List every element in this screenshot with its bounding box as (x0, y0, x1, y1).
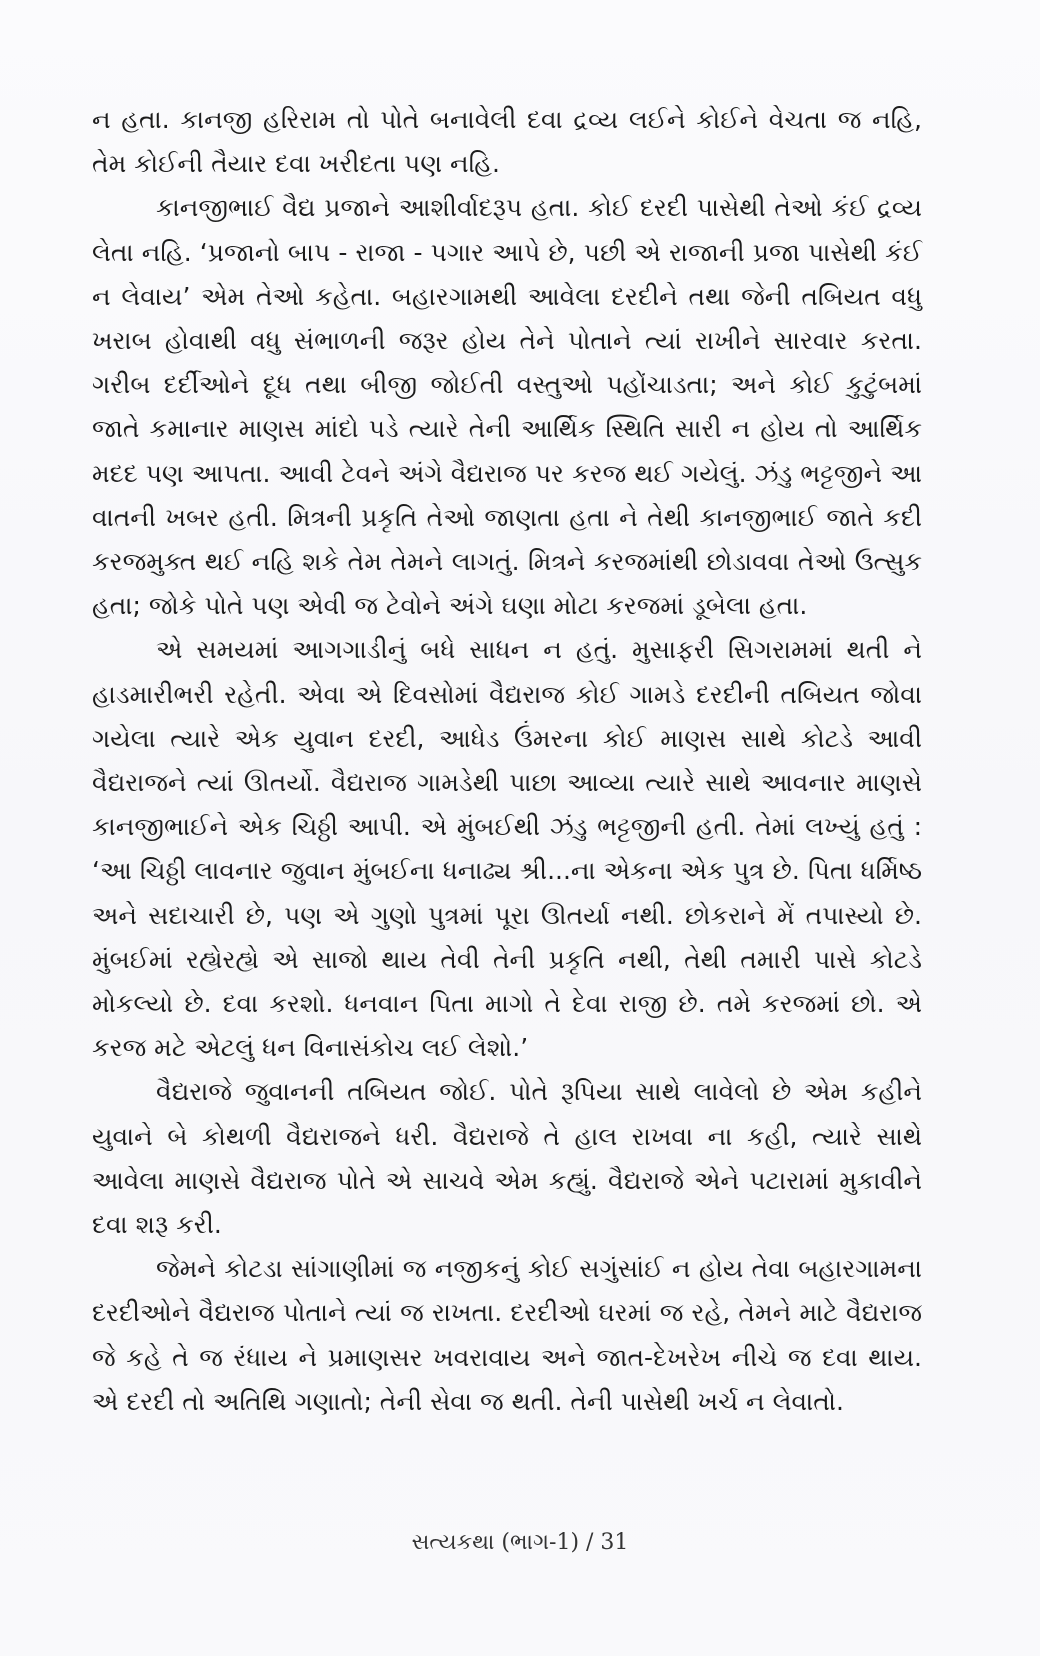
paragraph-4: વૈદ્યરાજે જુવાનની તબિયત જોઈ. પોતે રૂપિયા સાથે લાવેલો છે એમ કહીને યુવાને બે કોથળી વૈદ્યરાજને ધરી. વૈદ્યરાજે તે હાલ રાખવા ના કહી, ત્યારે સાથે આવેલા માણસે વૈદ્યરાજ પોતે એ સાચવે એમ કહ્યું. વૈદ્યરાજે એને પટારામાં મુકાવીને દવા શરૂ કરી. (92, 1077, 922, 1240)
paragraph-5: જેમને કોટડા સાંગાણીમાં જ નજીકનું કોઈ સગુંસાંઈ ન હોય તેવા બહારગામના દરદીઓને વૈદ્યરાજ પોતાને ત્યાં જ રાખતા. દરદીઓ ઘરમાં જ રહે, તેમને માટે વૈદ્યરાજ જે કહે તે જ રંધાય ને પ્રમાણસર ખવરાવાય અને જાત-દેખરેખ નીચે જ દવા થાય. એ દરદી તો અતિથિ ગણાતો; તેની સેવા જ થતી. તેની પાસેથી ખર્ચ ન લેવાતો. (92, 1254, 922, 1416)
paragraph-1: ન હતા. કાનજી હરિરામ તો પોતે બનાવેલી દવા દ્રવ્ય લઈને કોઈને વેચતા જ નહિ, તેમ કોઈની તૈયાર દવા ખરીદતા પણ નહિ. (92, 105, 922, 179)
paragraph-2: કાનજીભાઈ વૈદ્ય પ્રજાને આશીર્વાદરૂપ હતા. કોઈ દરદી પાસેથી તેઓ કંઈ દ્રવ્ય લેતા નહિ. ‘પ્રજાનો બાપ - રાજા - પગાર આપે છે, પછી એ રાજાની પ્રજા પાસેથી કંઈ ન લેવાય’ એમ તેઓ કહેતા. બહારગામથી આવેલા દરદીને તથા જેની તબિયત વધુ ખરાબ હોવાથી વધુ સંભાળની જરૂર હોય તેને પોતાને ત્યાં રાખીને સારવાર કરતા. ગરીબ દર્દીઓને દૂધ તથા બીજી જોઈતી વસ્તુઓ પહોંચાડતા; અને કોઈ કુટુંબમાં જાતે કમાનાર માણસ માંદો પડે ત્યારે તેની આર્થિક સ્થિતિ સારી ન હોય તો આર્થિક મદદ પણ આપતા. આવી ટેવને અંગે વૈદ્યરાજ પર કરજ થઈ ગયેલું. ઝંડુ ભટ્ટજીને આ વાતની ખબર હતી. મિત્રની પ્રકૃતિ તેઓ જાણતા હતા ને તેથી કાનજીભાઈ જાતે કદી કરજમુક્ત થઈ નહિ શકે તેમ તેમને લાગતું. મિત્રને કરજમાંથી છોડાવવા તેઓ ઉત્સુક હતા; જોકે પોતે પણ એવી જ ટેવોને અંગે ઘણા મોટા કરજમાં ડૂબેલા હતા. (92, 193, 922, 621)
page-footer: સત્યકથા (ભાગ-1) / 31 (411, 1530, 629, 1555)
paragraph-3: એ સમયમાં આગગાડીનું બધે સાધન ન હતું. મુસાફરી સિગરામમાં થતી ને હાડમારીભરી રહેતી. એવા એ દિવસોમાં વૈદ્યરાજ કોઈ ગામડે દરદીની તબિયત જોવા ગયેલા ત્યારે એક યુવાન દરદી, આધેડ ઉંમરના કોઈ માણસ સાથે કોટડે આવી વૈદ્યરાજને ત્યાં ઊતર્યો. વૈદ્યરાજ ગામડેથી પાછા આવ્યા ત્યારે સાથે આવનાર માણસે કાનજીભાઈને એક ચિઠ્ઠી આપી. એ મુંબઈથી ઝંડુ ભટ્ટજીની હતી. તેમાં લખ્યું હતું : ‘આ ચિઠ્ઠી લાવનાર જુવાન મુંબઈના ધનાઢ્ય શ્રી...ના એકના એક પુત્ર છે. પિતા ધર્મિષ્ઠ અને સદાચારી છે, પણ એ ગુણો પુત્રમાં પૂરા ઊતર્યા નથી. છોકરાને મેં તપાસ્યો છે. મુંબઈમાં રહ્યેરહ્યે એ સાજો થાય તેવી તેની પ્રકૃતિ નથી, તેથી તમારી પાસે કોટડે મોકલ્યો છે. દવા કરશો. ધનવાન પિતા માગો તે દેવા રાજી છે. તમે કરજમાં છો. એ કરજ મટે એટલું ધન વિનાસંકોચ લઈ લેશો.’ (92, 635, 922, 1063)
page-body-text (92, 98, 922, 1424)
